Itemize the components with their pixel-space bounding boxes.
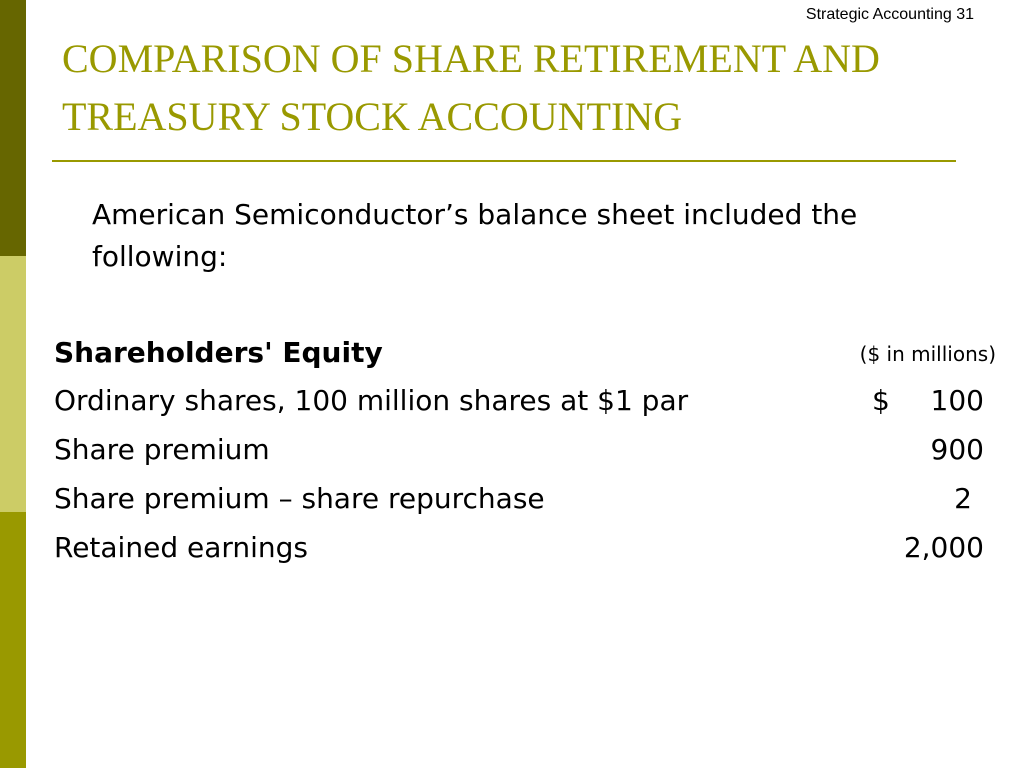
row-label: Retained earnings [54,531,309,564]
row-value: 2,000 [903,531,984,564]
left-accent-bar-middle [0,256,26,512]
left-accent-bar-top [0,0,26,256]
row-label: Share premium [54,433,270,466]
table-row [54,478,984,527]
title-divider [52,160,956,162]
units-note: ($ in millions) [859,342,996,366]
equity-header [54,332,998,376]
equity-table [54,380,984,576]
row-label: Ordinary shares, 100 million shares at $1 par [54,384,689,417]
table-row [54,429,984,478]
left-accent-bar-bottom [0,512,26,768]
intro-text: American Semiconductor’s balance sheet included the following: [92,198,858,273]
row-label: Share premium – share repurchase [54,482,545,515]
slide-label: Strategic Accounting 31 [805,6,974,23]
equity-heading: Shareholders' Equity [54,336,383,369]
slide-title: COMPARISON OF SHARE RETIREMENT AND TREASURY STOCK ACCOUNTING [62,36,880,139]
row-value: 100 [930,384,984,417]
table-row [54,527,984,576]
table-row [54,380,984,429]
row-value: 2 [954,482,972,515]
row-value: 900 [930,433,984,466]
row-currency: $ [872,384,890,417]
